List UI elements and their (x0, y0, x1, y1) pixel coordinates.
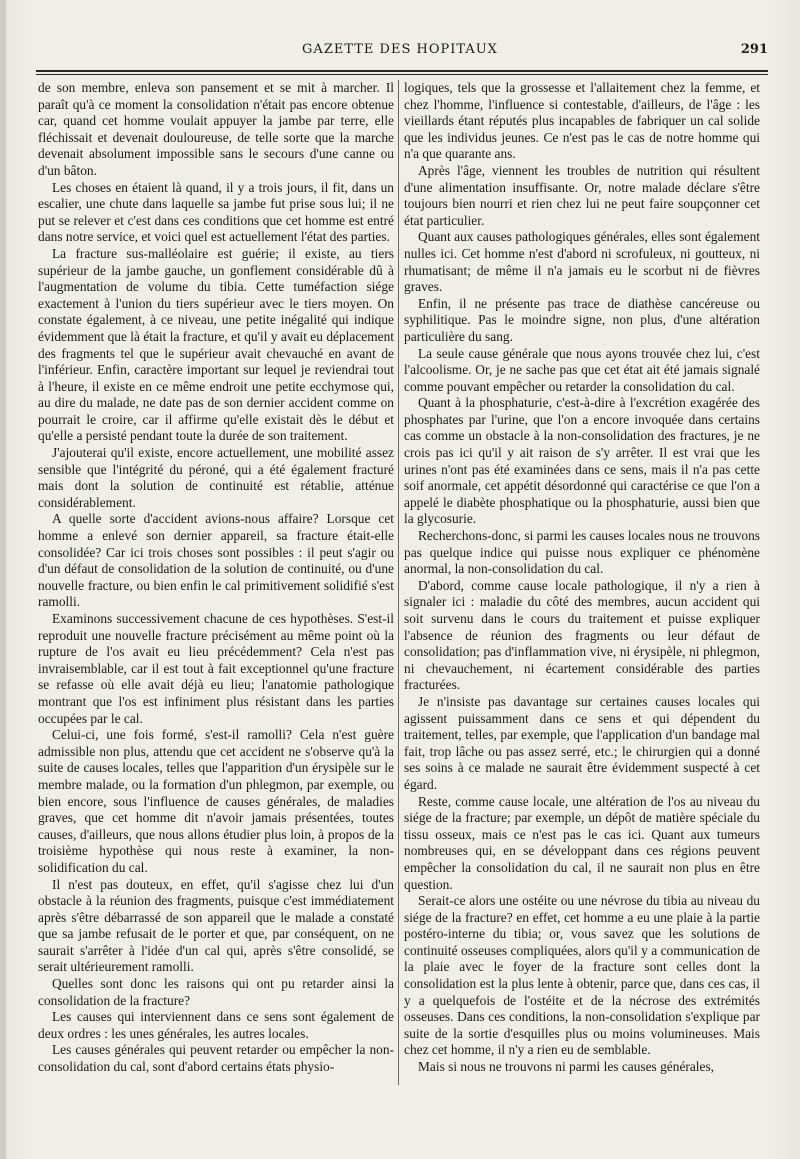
paragraph: Serait-ce alors une ostéite ou une névrose du tibia au niveau du siége de la fracture? en effet, cet homme a eu une plaie à la partie postéro-interne du tibia; or, vous savez que les solutions de continuité osseuses compliquées, alors qu'il y a communication de la plaie avec le foyer de la fracture sont celles dont la consolidation est la plus lente à obtenir, parce que, dans ces cas, il y a quelquefois de l'ostéite et de la nécrose des extrémités osseuses. Dans ces conditions, la non-consolidation s'explique par suite de la sortie d'esquilles plus ou moins volumineuses. Mais chez cet homme, il n'y a rien eu de semblable. (404, 893, 760, 1058)
paragraph: La fracture sus-malléolaire est guérie; il existe, au tiers supérieur de la jambe gauche, un gonflement considérable dû à l'augmentation de volume du tibia. Cette tuméfaction siége exactement à l'union du tiers supérieur avec le tiers moyen. On constate également, à ce niveau, une petite inégalité qui indique évidemment que là était la fracture, et qu'il y avait eu déplacement des fragments tel que le supérieur avait chevauché en avant de l'inférieur. Enfin, caractère important sur lequel je reviendrai tout à l'heure, il existe en ce même endroit une petite ecchymose qui, au dire du malade, ne date pas de son dernier accident comme on pourrait le croire, car il affirme qu'elle existait dès le début et qu'elle a persisté pendant toute la durée de son traitement. (38, 245, 394, 444)
journal-title: GAZETTE DES HOPITAUX (302, 42, 498, 57)
page-number: 291 (740, 42, 768, 57)
paragraph: Mais si nous ne trouvons ni parmi les causes générales, (418, 1059, 715, 1075)
right-column (404, 80, 760, 1076)
paragraph: Examinons successivement chacune de ces hypothèses. S'est-il reproduit une nouvelle fracture précisément au même point où la rupture de l'os avait eu lieu précédemment? Cela n'est pas invraisemblable, car il est tout à fait exceptionnel qu'une fracture se refasse où elle avait déjà eu lieu; l'anatomie pathologique montrant que l'os est infiniment plus résistant dans les parties occupées par le cal. (38, 611, 394, 726)
paragraph: Celui-ci, une fois formé, s'est-il ramolli? Cela n'est guère admissible non plus, attendu que cet accident ne s'observe qu'à la suite de causes locales, telles que l'apparition d'un érysipèle sur le membre malade, ou la formation d'un phlegmon, par exemple, ou bien encore, sous l'influence de causes générales, de maladies graves, que cet homme dit n'avoir jamais présentées, toutes causes, d'ailleurs, que nous allons étudier plus loin, à propos de la troisième hypothèse qui nous reste à examiner, la non-solidification du cal. (38, 727, 394, 875)
binding-edge (0, 0, 6, 1159)
page-header (28, 38, 772, 60)
paragraph: Enfin, il ne présente pas trace de diathèse cancéreuse ou syphilitique. Pas le moindre signe, non plus, d'une altération particulière du sang. (404, 295, 760, 344)
paragraph: de son membre, enleva son pansement et se mit à marcher. Il paraît qu'à ce moment la consolidation n'était pas encore obtenue car, quand cet homme voulait appuyer la jambe par terre, elle fléchissait et devenait douloureuse, de telle sorte que la marche devenait absolument impossible sans le secours d'une canne ou d'un bâton. (38, 80, 394, 178)
paragraph: Il n'est pas douteux, en effet, qu'il s'agisse chez lui d'un obstacle à la réunion des fragments, puisque c'est immédiatement après s'être débarrassé de son appareil que le malade a constaté que sa jambe refusait de le porter et que, par conséquent, on ne saurait s'arrêter à l'idée d'un cal qui, après s'être consolidé, se serait ultérieurement ramolli. (38, 876, 394, 975)
left-column (38, 80, 394, 1076)
paragraph: logiques, tels que la grossesse et l'allaitement chez la femme, et chez l'homme, l'influence si contestable, d'ailleurs, de l'âge : les vieillards étant réputés plus incapables de fabriquer un cal solide que les individus jeunes. Ce n'est pas le cas de notre homme qui n'a que quarante ans. (404, 80, 760, 162)
paragraph: Quant aux causes pathologiques générales, elles sont également nulles ici. Cet homme n'est d'abord ni scrofuleux, ni goutteux, ni rhumatisant; de même il n'a jamais eu le scorbut ni de fièvres graves. (404, 229, 760, 295)
paragraph: Les choses en étaient là quand, il y a trois jours, il fit, dans un escalier, une chute dans laquelle sa jambe fut prise sous lui; il ne put se relever et c'est dans ces conditions que cet homme est entré dans notre service, et voici quel est actuellement l'état des parties. (38, 179, 394, 245)
column-divider (398, 80, 399, 1085)
paragraph: Après l'âge, viennent les troubles de nutrition qui résultent d'une alimentation insuffisante. Or, notre malade déclare s'être toujours bien nourri et rien chez lui ne peut faire soupçonner cet état particulier. (404, 162, 760, 228)
paragraph: Reste, comme cause locale, une altération de l'os au niveau du siége de la fracture; par exemple, un dépôt de matière spéciale du tissu osseux, mais ce n'est pas le cas ici. Quant aux tumeurs nombreuses qui, en se développant dans ces régions peuvent empêcher la consolidation du cal, il ne saurait non plus en être question. (404, 793, 760, 892)
paragraph: A quelle sorte d'accident avions-nous affaire? Lorsque cet homme a enlevé son dernier appareil, sa fracture était-elle consolidée? Car ici trois choses sont possibles : il peut s'agir ou d'un défaut de consolidation de la solution de continuité, ou d'une nouvelle fracture, ou bien enfin le cal primitivement solidifié s'est ramolli. (38, 511, 394, 610)
paragraph: J'ajouterai qu'il existe, encore actuellement, une mobilité assez sensible que l'intégrité du péroné, qui a été également fracturé mais dont la solution de continuité est rétablie, atténue considérablement. (38, 445, 394, 510)
paragraph: Quelles sont donc les raisons qui ont pu retarder ainsi la consolidation de la fracture? (38, 976, 394, 1008)
paragraph: Les causes qui interviennent dans ce sens sont également de deux ordres : les unes générales, les autres locales. (38, 1009, 394, 1041)
paragraph: Quant à la phosphaturie, c'est-à-dire à l'excrétion exagérée des phosphates par l'urine, que l'on a encore invoquée dans certains cas comme un obstacle à la non-consolidation des fractures, je ne crois pas ici qu'il y ait raison de s'y arrêter. Il est vrai que les urines n'ont pas été examinées dans ce sens, mais il n'a pas cette soif anormale, cet appétit désordonné qui caractérise ce que l'on a appelé le diabète phosphatique ou la phosphaturie, aussi bien que la glycosurie. (404, 395, 760, 527)
paragraph: La seule cause générale que nous ayons trouvée chez lui, c'est l'alcoolisme. Or, je ne sache pas que cet état ait été jamais signalé comme pouvant empêcher ou retarder la consolidation du cal. (404, 345, 760, 394)
paragraph: Recherchons-donc, si parmi les causes locales nous ne trouvons pas quelque indice qui puisse nous expliquer ce phénomène anormal, la non-consolidation du cal. (404, 528, 760, 577)
paragraph: Les causes générales qui peuvent retarder ou empêcher la non-consolidation du cal, sont d'abord certains états physio- (38, 1042, 394, 1075)
paragraph: D'abord, comme cause locale pathologique, il n'y a rien à signaler ici : maladie du côté des membres, aucun accident qui soit survenu dans le cours du traitement et puisse expliquer l'absence de réunion des fragments ou leur défaut de consolidation; pas d'inflammation vive, ni érysipèle, ni phlegmon, ni chevauchement, ni écartement considérable des parties fracturées. (404, 577, 760, 693)
header-rule-thick (36, 70, 768, 72)
paragraph: Je n'insiste pas davantage sur certaines causes locales qui agissent puissamment dans ce sens et qui dépendent du traitement, telles, par exemple, que l'application d'un bandage mal fait, trop lâche ou pas assez serré, etc.; le chirurgien qui a donné ses soins à ce malade ne saurait être évidemment suspecté à cet égard. (404, 693, 760, 792)
header-rule-thin (36, 74, 768, 75)
